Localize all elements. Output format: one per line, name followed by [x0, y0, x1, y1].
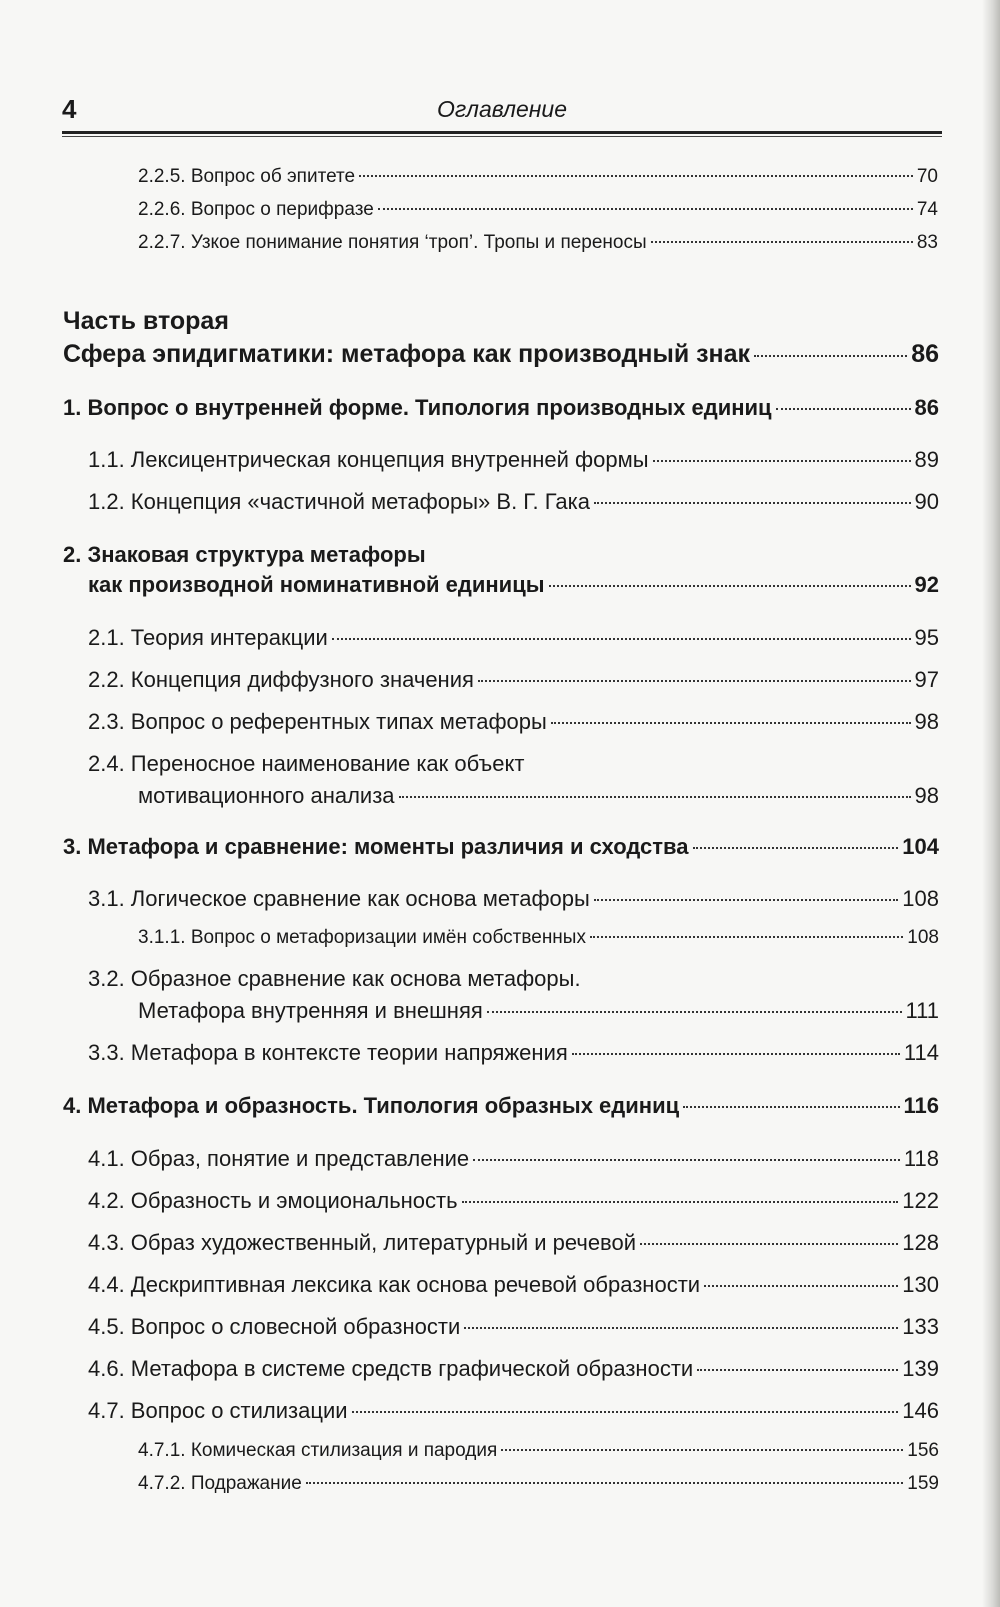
section-entry — [88, 1272, 939, 1298]
subsection-entry — [138, 1473, 939, 1495]
section-entry — [88, 886, 939, 912]
leader-dots — [464, 1327, 898, 1329]
chapter-entry — [63, 834, 939, 860]
leader-dots — [551, 722, 911, 724]
leader-dots — [478, 680, 911, 682]
part-title-entry — [63, 340, 939, 369]
section-page: 89 — [914, 447, 939, 472]
leader-dots — [754, 355, 907, 357]
chapter-page: 92 — [914, 572, 939, 597]
chapter-title: 3. Метафора и сравнение: моменты различия и сходства — [63, 834, 689, 859]
section-page: 133 — [902, 1314, 939, 1339]
section-page: 95 — [914, 625, 939, 650]
leader-dots — [332, 638, 911, 640]
section-title: 2.2. Концепция диффузного значения — [88, 667, 474, 692]
part-title: Сфера эпидигматики: метафора как производный знак — [63, 340, 751, 368]
section-title-line2: мотивационного анализа — [138, 783, 395, 808]
leader-dots — [653, 460, 911, 462]
section-page: 122 — [902, 1188, 939, 1213]
toc-entry-page: 83 — [916, 232, 938, 253]
section-title: 3.1. Логическое сравнение как основа метафоры — [88, 886, 590, 911]
leader-dots — [594, 502, 911, 504]
chapter-page: 116 — [903, 1093, 939, 1118]
toc-entry — [138, 232, 938, 254]
subsection-title: 3.1.1. Вопрос о метафоризации имён собственных — [138, 927, 586, 948]
leader-dots — [352, 1411, 899, 1413]
leader-dots — [359, 175, 913, 177]
subsection-entry — [138, 927, 939, 949]
section-entry — [88, 1146, 939, 1172]
subsection-page: 108 — [907, 927, 939, 948]
section-page: 98 — [914, 783, 939, 808]
leader-dots — [683, 1106, 899, 1108]
section-page: 128 — [902, 1230, 939, 1255]
section-page: 139 — [902, 1356, 939, 1381]
chapter-entry — [63, 1093, 939, 1119]
section-entry — [88, 1188, 939, 1214]
chapter-title: 1. Вопрос о внутренней форме. Типология производных единиц — [63, 395, 772, 420]
toc-entry-title: 2.2.5. Вопрос об эпитете — [138, 166, 356, 187]
chapter-page: 86 — [914, 395, 939, 420]
section-page: 114 — [903, 1040, 939, 1065]
subsection-page: 159 — [907, 1473, 939, 1494]
section-title: 4.3. Образ художественный, литературный и речевой — [88, 1230, 637, 1255]
leader-dots — [640, 1243, 898, 1245]
leader-dots — [473, 1159, 900, 1161]
section-title-line2: Метафора внутренняя и внешняя — [138, 998, 483, 1023]
section-entry — [138, 783, 939, 809]
chapter-page: 104 — [902, 834, 939, 859]
toc-entry — [138, 199, 938, 221]
section-title: 2.1. Теория интеракции — [88, 625, 328, 650]
toc-entry-page: 70 — [916, 166, 938, 187]
section-page: 98 — [914, 709, 939, 734]
section-title: 4.6. Метафора в системе средств графической образности — [88, 1356, 694, 1381]
running-title: Оглавление — [437, 96, 567, 122]
section-page: 97 — [914, 667, 939, 692]
section-entry — [88, 625, 939, 651]
leader-dots — [378, 208, 913, 210]
subsection-title: 4.7.1. Комическая стилизация и пародия — [138, 1440, 498, 1461]
leader-dots — [399, 796, 911, 798]
toc-entry — [138, 166, 938, 188]
chapter-title-line2: как производной номинативной единицы — [88, 572, 545, 597]
part-page: 86 — [911, 340, 939, 368]
toc-entry-page: 74 — [916, 199, 938, 220]
section-entry — [88, 709, 939, 735]
subsection-title: 4.7.2. Подражание — [138, 1473, 302, 1494]
section-entry — [88, 1356, 939, 1382]
part-label: Часть вторая — [63, 307, 229, 335]
section-entry — [88, 1314, 939, 1340]
leader-dots — [487, 1011, 902, 1013]
section-entry — [88, 489, 939, 515]
section-title: 4.4. Дескриптивная лексика как основа речевой образности — [88, 1272, 701, 1297]
page-edge-shadow — [982, 0, 1000, 1607]
toc-entry-title: 2.2.6. Вопрос о перифразе — [138, 199, 374, 220]
section-page: 90 — [914, 489, 939, 514]
header-rule — [62, 131, 942, 134]
leader-dots — [594, 899, 898, 901]
subsection-page: 156 — [907, 1440, 939, 1461]
leader-dots — [590, 936, 903, 938]
leader-dots — [462, 1201, 899, 1203]
leader-dots — [776, 408, 911, 410]
section-entry — [88, 667, 939, 693]
section-title: 3.3. Метафора в контексте теории напряжения — [88, 1040, 568, 1065]
section-page: 130 — [902, 1272, 939, 1297]
section-title: 4.2. Образность и эмоциональность — [88, 1188, 458, 1213]
leader-dots — [697, 1369, 898, 1371]
header-rule-thin — [62, 136, 942, 137]
chapter-title-line1: 2. Знаковая структура метафоры — [63, 542, 426, 567]
leader-dots — [704, 1285, 898, 1287]
section-title: 1.1. Лексицентрическая концепция внутренней формы — [88, 447, 649, 472]
section-page: 108 — [902, 886, 939, 911]
section-title: 1.2. Концепция «частичной метафоры» В. Г. Гака — [88, 489, 591, 514]
section-entry — [138, 998, 939, 1024]
section-title: 4.5. Вопрос о словесной образности — [88, 1314, 461, 1339]
section-page: 111 — [905, 998, 939, 1023]
chapter-entry — [63, 395, 939, 421]
chapter-entry — [88, 572, 939, 598]
section-entry — [88, 1040, 939, 1066]
section-entry — [88, 1230, 939, 1256]
leader-dots — [572, 1053, 900, 1055]
page-header — [62, 92, 942, 132]
leader-dots — [693, 847, 899, 849]
leader-dots — [306, 1482, 904, 1484]
section-title-line1: 2.4. Переносное наименование как объект — [88, 751, 525, 776]
section-entry — [88, 1398, 939, 1424]
section-title: 4.1. Образ, понятие и представление — [88, 1146, 470, 1171]
section-title: 4.7. Вопрос о стилизации — [88, 1398, 348, 1423]
chapter-title: 4. Метафора и образность. Типология образных единиц — [63, 1093, 680, 1118]
section-page: 146 — [902, 1398, 939, 1423]
section-title: 2.3. Вопрос о референтных типах метафоры — [88, 709, 547, 734]
section-page: 118 — [903, 1146, 939, 1171]
toc-entry-title: 2.2.7. Узкое понимание понятия ‘троп’. Тропы и переносы — [138, 232, 647, 253]
leader-dots — [549, 585, 911, 587]
section-entry — [88, 447, 939, 473]
section-title-line1: 3.2. Образное сравнение как основа метафоры. — [88, 966, 581, 991]
subsection-entry — [138, 1440, 939, 1462]
page-number: 4 — [62, 94, 77, 124]
leader-dots — [501, 1449, 903, 1451]
leader-dots — [651, 241, 913, 243]
